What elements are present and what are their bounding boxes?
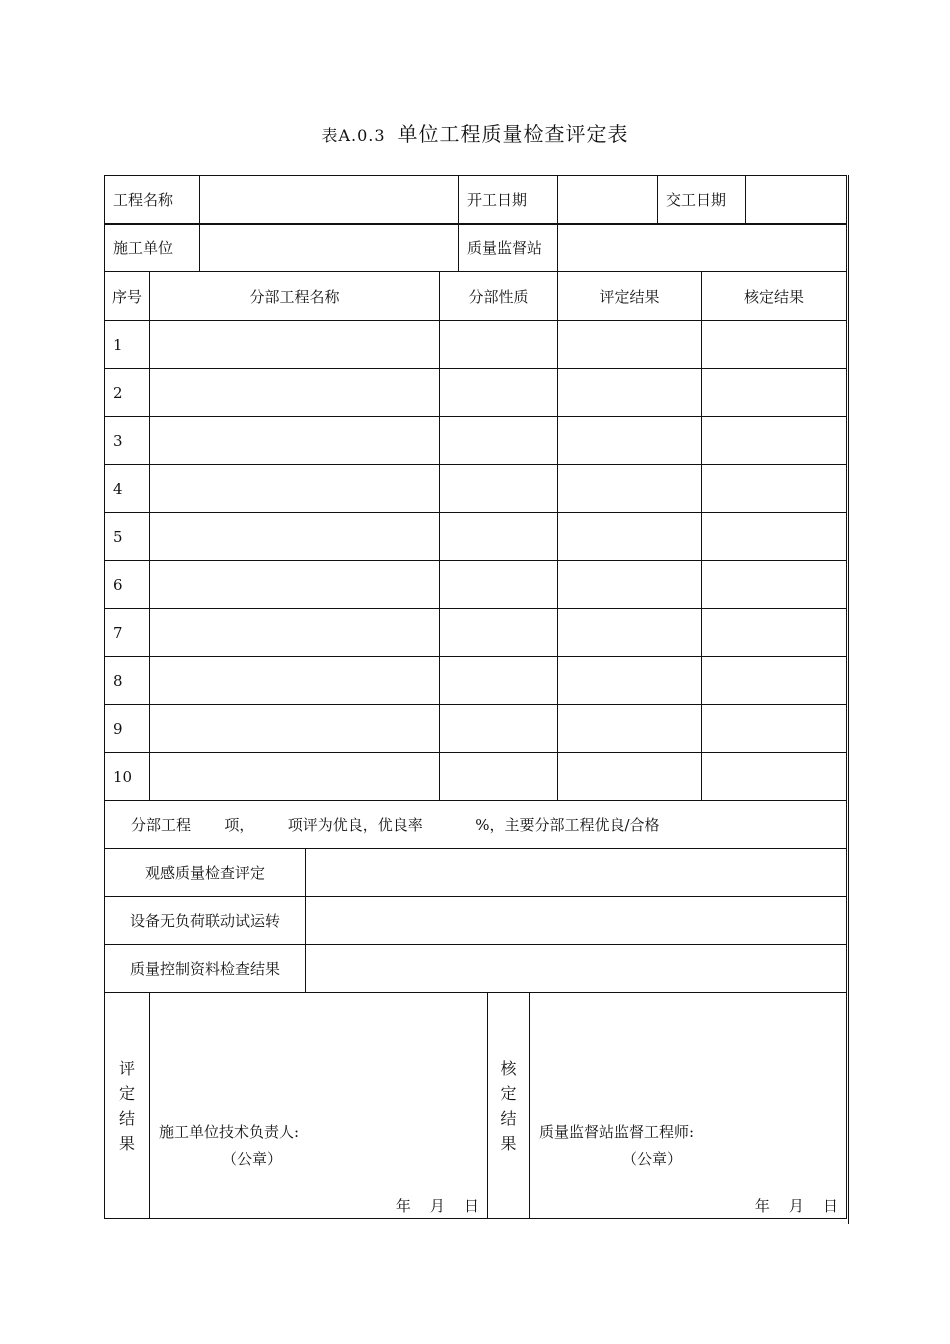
subproject-nature-cell[interactable] — [440, 705, 558, 753]
subproject-nature-cell[interactable] — [440, 753, 558, 801]
supervision-station-label: 质量监督站 — [459, 224, 558, 272]
contractor-signer-label: 施工单位技术负责人: — [159, 1122, 300, 1141]
verification-sign-area[interactable] — [530, 993, 847, 1219]
table-row — [105, 513, 847, 561]
start-date-field[interactable] — [558, 176, 658, 224]
page-title — [0, 118, 950, 147]
subproject-name-cell[interactable] — [150, 417, 440, 465]
appearance-quality-label: 观感质量检查评定 — [105, 849, 306, 897]
contractor-field[interactable] — [200, 224, 459, 272]
supervision-station-field[interactable] — [558, 224, 847, 272]
row-number: 7 — [105, 609, 150, 657]
subproject-table — [104, 271, 847, 801]
project-name-field[interactable] — [200, 176, 459, 224]
table-row — [105, 417, 847, 465]
table-row — [105, 705, 847, 753]
evaluation-result-cell[interactable] — [558, 609, 702, 657]
row-number: 6 — [105, 561, 150, 609]
subproject-nature-cell[interactable] — [440, 609, 558, 657]
evaluation-result-cell[interactable] — [558, 321, 702, 369]
verification-result-cell[interactable] — [702, 465, 847, 513]
verification-result-cell[interactable] — [702, 705, 847, 753]
summary-line: 分部工程 项， 项评为优良，优良率 %，主要分部工程优良/合格 — [105, 801, 847, 849]
column-header: 评定结果 — [558, 272, 702, 321]
verification-result-cell[interactable] — [702, 609, 847, 657]
evaluation-sign-area[interactable] — [150, 993, 488, 1219]
table-row — [105, 321, 847, 369]
subproject-nature-cell[interactable] — [440, 513, 558, 561]
subproject-name-cell[interactable] — [150, 369, 440, 417]
table-row — [105, 561, 847, 609]
row-number: 10 — [105, 753, 150, 801]
contractor-label: 施工单位 — [105, 224, 200, 272]
verification-result-cell[interactable] — [702, 369, 847, 417]
evaluation-result-cell[interactable] — [558, 657, 702, 705]
subproject-name-cell[interactable] — [150, 465, 440, 513]
table-header-row — [105, 272, 847, 321]
verification-result-cell[interactable] — [702, 561, 847, 609]
column-header: 序号 — [105, 272, 150, 321]
row-number: 5 — [105, 513, 150, 561]
verification-result-cell[interactable] — [702, 321, 847, 369]
form-code: 表A.0.3 — [321, 126, 386, 145]
form-title: 单位工程质量检查评定表 — [397, 122, 629, 146]
start-date-label: 开工日期 — [459, 176, 558, 224]
handover-date-field[interactable] — [746, 176, 847, 224]
contractor-seal-label: （公章） — [222, 1149, 283, 1168]
row-number: 1 — [105, 321, 150, 369]
verification-result-cell[interactable] — [702, 513, 847, 561]
evaluation-result-cell[interactable] — [558, 705, 702, 753]
subproject-name-cell[interactable] — [150, 753, 440, 801]
table-row — [105, 657, 847, 705]
verification-result-cell[interactable] — [702, 657, 847, 705]
signature-table — [104, 992, 847, 1219]
column-header: 核定结果 — [702, 272, 847, 321]
table-row — [105, 369, 847, 417]
subproject-name-cell[interactable] — [150, 513, 440, 561]
project-name-label: 工程名称 — [105, 176, 200, 224]
supervisor-seal-label: （公章） — [622, 1149, 683, 1168]
subproject-nature-cell[interactable] — [440, 465, 558, 513]
evaluation-result-cell[interactable] — [558, 561, 702, 609]
evaluation-date: 年 月 日 — [395, 1196, 479, 1215]
header-table — [104, 175, 847, 272]
table-row — [105, 609, 847, 657]
handover-date-label: 交工日期 — [658, 176, 746, 224]
subproject-nature-cell[interactable] — [440, 369, 558, 417]
verification-result-cell[interactable] — [702, 753, 847, 801]
verification-result-cell[interactable] — [702, 417, 847, 465]
evaluation-result-cell[interactable] — [558, 753, 702, 801]
no-load-test-field[interactable] — [306, 897, 847, 945]
subproject-name-cell[interactable] — [150, 609, 440, 657]
subproject-nature-cell[interactable] — [440, 657, 558, 705]
row-number: 4 — [105, 465, 150, 513]
subproject-name-cell[interactable] — [150, 321, 440, 369]
evaluation-result-cell[interactable] — [558, 465, 702, 513]
subproject-name-cell[interactable] — [150, 561, 440, 609]
row-number: 3 — [105, 417, 150, 465]
row-number: 2 — [105, 369, 150, 417]
evaluation-result-heading: 评 定 结 果 — [105, 993, 150, 1219]
subproject-name-cell[interactable] — [150, 705, 440, 753]
evaluation-result-cell[interactable] — [558, 417, 702, 465]
subproject-name-cell[interactable] — [150, 657, 440, 705]
table-row — [105, 465, 847, 513]
supervisor-signer-label: 质量监督站监督工程师: — [539, 1122, 695, 1141]
subproject-nature-cell[interactable] — [440, 561, 558, 609]
row-number: 8 — [105, 657, 150, 705]
subproject-nature-cell[interactable] — [440, 321, 558, 369]
evaluation-result-cell[interactable] — [558, 369, 702, 417]
column-header: 分部性质 — [440, 272, 558, 321]
verification-result-heading: 核 定 结 果 — [488, 993, 530, 1219]
quality-docs-field[interactable] — [306, 945, 847, 993]
subproject-nature-cell[interactable] — [440, 417, 558, 465]
form-right-edge — [848, 175, 849, 1224]
column-header: 分部工程名称 — [150, 272, 440, 321]
verification-date: 年 月 日 — [754, 1196, 838, 1215]
evaluation-form — [104, 175, 846, 1224]
quality-docs-label: 质量控制资料检查结果 — [105, 945, 306, 993]
row-number: 9 — [105, 705, 150, 753]
no-load-test-label: 设备无负荷联动试运转 — [105, 897, 306, 945]
appearance-quality-field[interactable] — [306, 849, 847, 897]
evaluation-result-cell[interactable] — [558, 513, 702, 561]
summary-table — [104, 800, 847, 993]
table-row — [105, 753, 847, 801]
